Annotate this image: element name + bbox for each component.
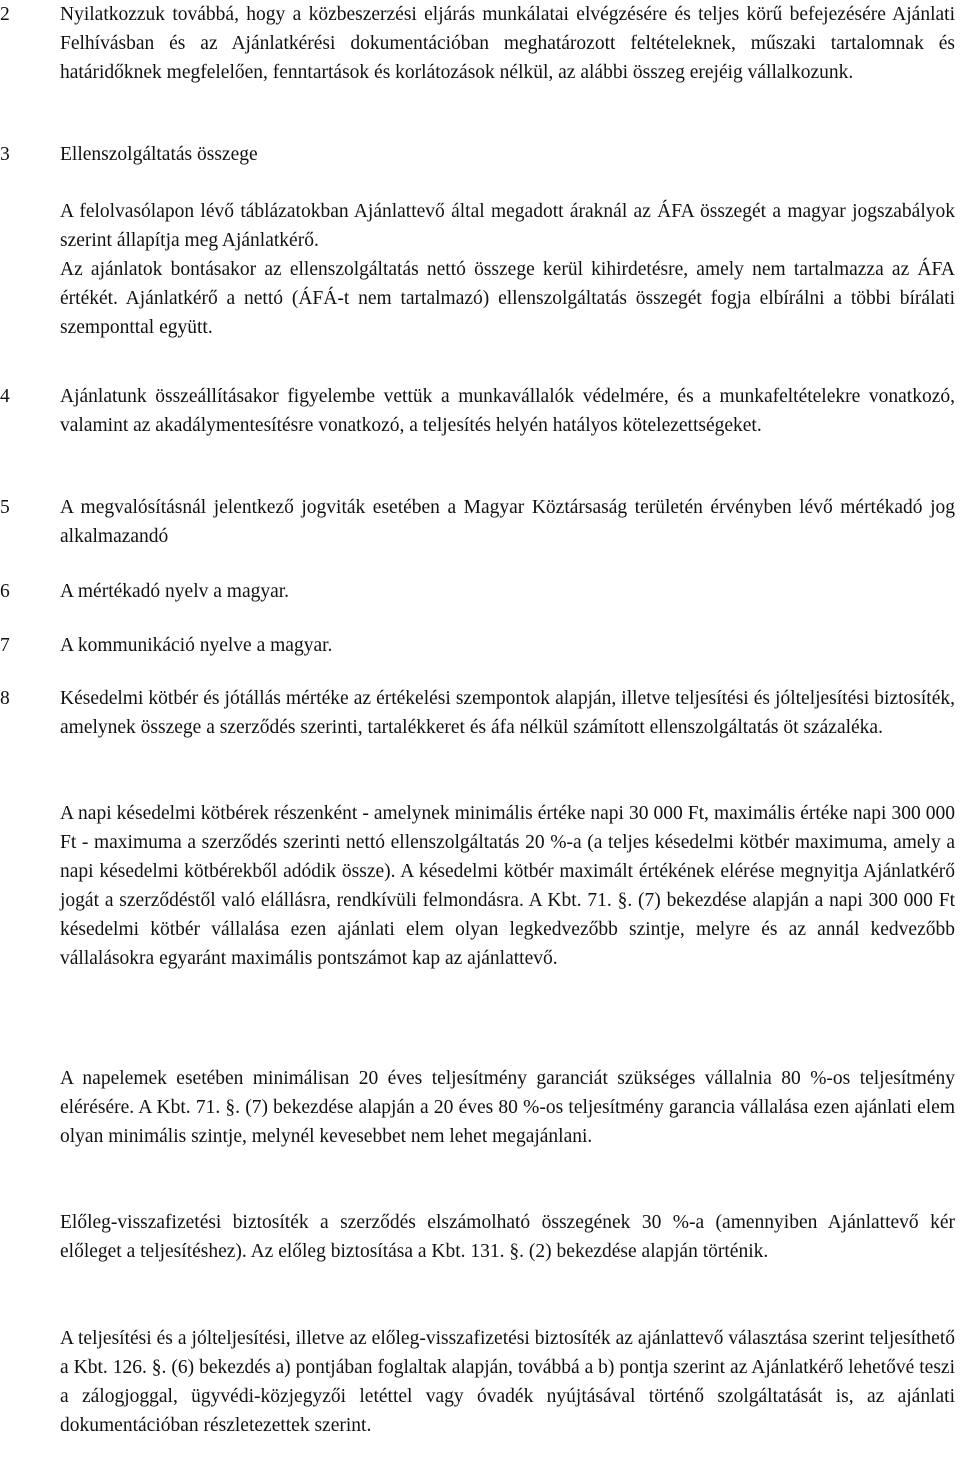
paragraph: A mértékadó nyelv a magyar. <box>60 581 290 602</box>
section-number: 4 <box>0 386 10 407</box>
paragraph: Az ajánlatok bontásakor az ellenszolgáltatás nettó összege kerül kihirdetésre, amely nem tartalmazza az ÁFA értékét. Ajánlatkérő a nettó (ÁFÁ-t nem tartalmazó) ellenszolgáltatás összegét fogja elbírálni a többi bírálati szemponttal együtt. <box>60 259 955 338</box>
section-number: 2 <box>0 4 10 25</box>
paragraph: A teljesítési és a jólteljesítési, illetve az előleg-visszafizetési biztosíték az ajánlattevő választása szerint teljesíthető a Kbt. 126. §. (6) bekezdés a) pontjában foglaltak alapján, továbbá a b) pontja szerint az Ajánlatkérő lehetővé teszi a zálogjoggal, ügyvédi-közjegyzői letéttel vagy óvadék nyújtásával történő szolgáltatását is, az ajánlati dokumentációban részletezettek szerint. <box>60 1328 955 1436</box>
paragraph: A napelemek esetében minimálisan 20 éves teljesítmény garanciát szükséges vállalnia 80 %-os teljesítmény elérésére. A Kbt. 71. §. (7) bekezdése alapján a 20 éves 80 %-os teljesítmény garancia vállalása ezen ajánlati elem olyan minimális szintje, melynél kevesebbet nem lehet megajánlani. <box>60 1068 955 1147</box>
section-number: 8 <box>0 688 10 709</box>
paragraph: Ajánlatunk összeállításakor figyelembe vettük a munkavállalók védelmére, és a munkafeltételekre vonatkozó, valamint az akadálymentesítésre vonatkozó, a teljesítés helyén hatályos kötelezettségeket. <box>60 386 955 436</box>
section-heading: Ellenszolgáltatás összege <box>60 144 258 165</box>
paragraph: Késedelmi kötbér és jótállás mértéke az értékelési szempontok alapján, illetve teljesítési és jólteljesítési biztosíték, amelynek összege a szerződés szerinti, tartalékkeret és áfa nélkül számított ellenszolgáltatás öt százaléka. <box>60 688 955 738</box>
section-number: 5 <box>0 497 10 518</box>
section-number: 6 <box>0 581 10 602</box>
paragraph: A megvalósításnál jelentkező jogviták esetében a Magyar Köztársaság területén érvényben lévő mértékadó jog alkalmazandó <box>60 497 955 547</box>
section-number: 7 <box>0 635 10 656</box>
paragraph: A felolvasólapon lévő táblázatokban Ajánlattevő által megadott áraknál az ÁFA összegét a magyar jogszabályok szerint állapítja meg Ajánlatkérő. <box>60 201 955 251</box>
section-number: 3 <box>0 144 10 165</box>
paragraph: Előleg-visszafizetési biztosíték a szerződés elszámolható összegének 30 %-a (amennyiben Ajánlattevő kér előleget a teljesítéshez). Az előleg biztosítása a Kbt. 131. §. (2) bekezdése alapján történik. <box>60 1212 955 1262</box>
paragraph: A kommunikáció nyelve a magyar. <box>60 635 333 656</box>
paragraph: A napi késedelmi kötbérek részenként - amelynek minimális értéke napi 30 000 Ft, maximális értéke napi 300 000 Ft - maximuma a szerződés szerinti nettó ellenszolgáltatás 20 %-a (a teljes késedelmi kötbér maximuma, amely a napi késedelmi kötbérekből adódik össze). A késedelmi kötbér maximált értékének elérése megnyitja Ajánlatkérő jogát a szerződéstől való elállásra, rendkívüli felmondásra. A Kbt. 71. §. (7) bekezdése alapján a napi 300 000 Ft késedelmi kötbér vállalása ezen ajánlati elem olyan legkedvezőbb szintje, melyre és az annál kedvezőbb vállalásokra egyaránt maximális pontszámot kap az ajánlattevő. <box>60 803 955 969</box>
paragraph: Nyilatkozzuk továbbá, hogy a közbeszerzési eljárás munkálatai elvégzésére és teljes körű befejezésére Ajánlati Felhívásban és az Ajánlatkérési dokumentációban meghatározott feltételeknek, műszaki tartalomnak és határidőknek megfelelően, fenntartások és korlátozások nélkül, az alábbi összeg erejéig vállalkozunk. <box>60 4 955 83</box>
